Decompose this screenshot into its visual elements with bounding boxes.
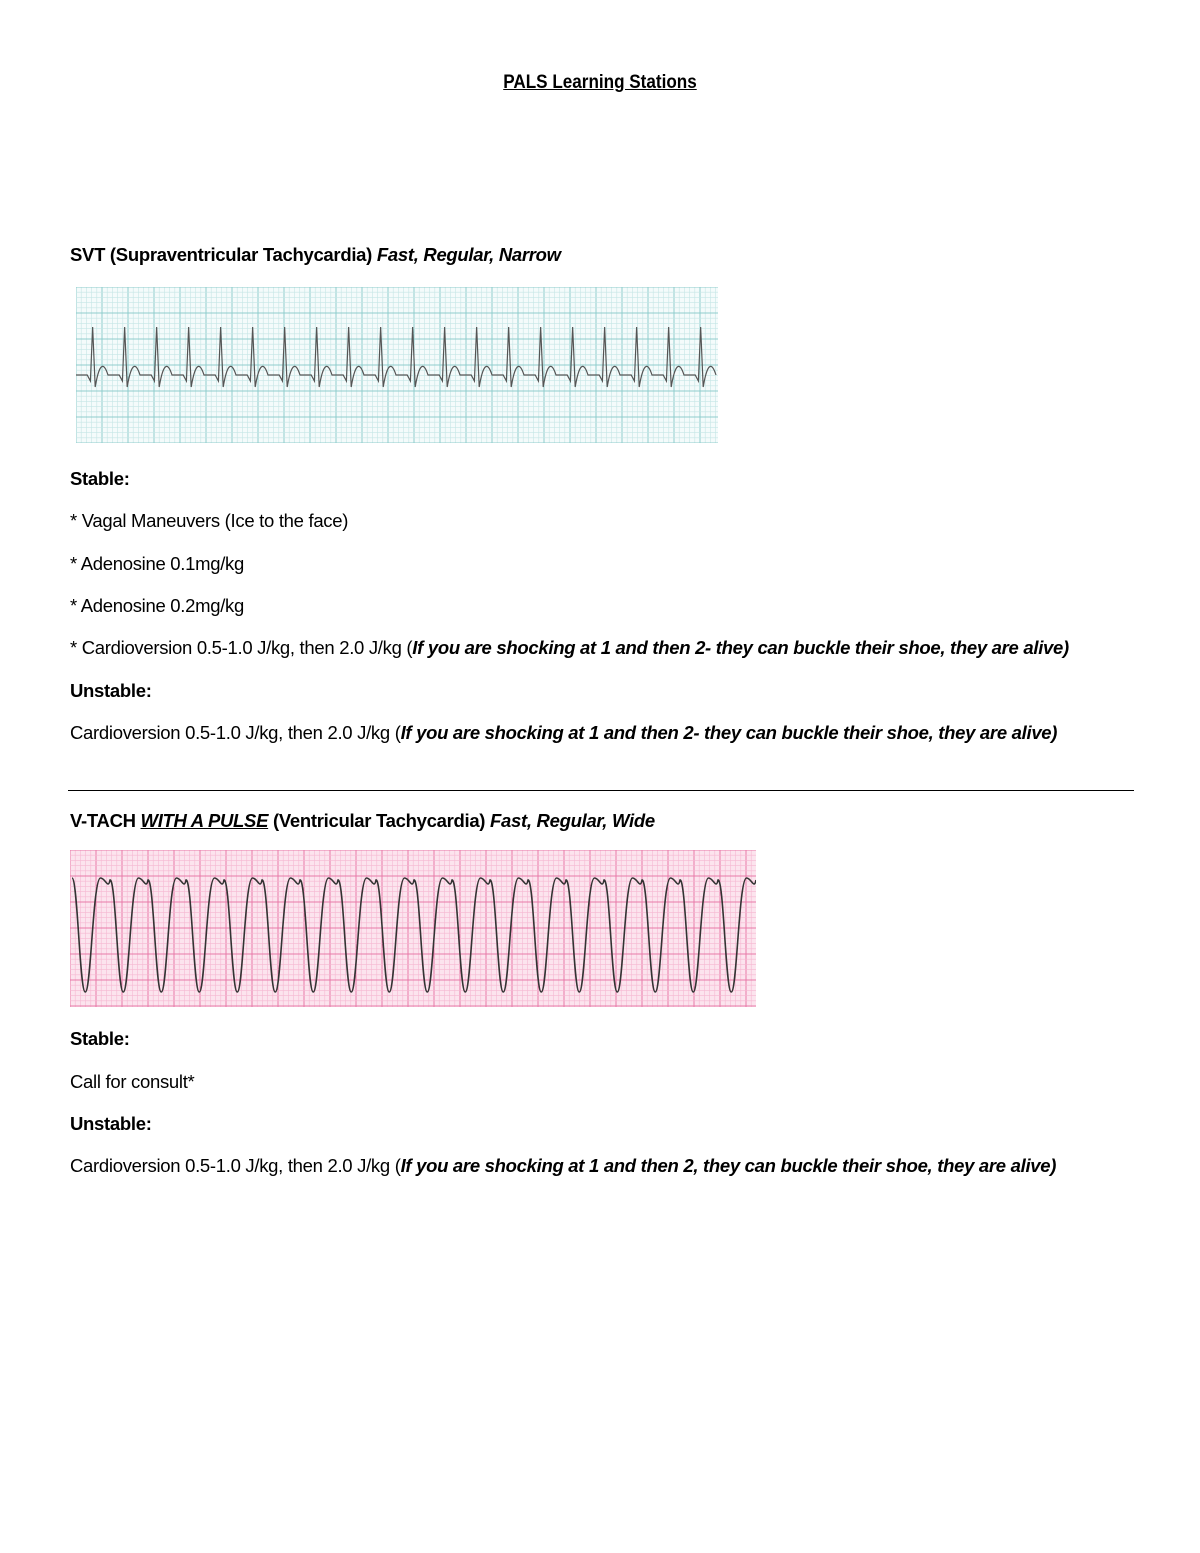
svt-heading-name: SVT (Supraventricular Tachycardia) [70, 244, 373, 265]
vtach-unstable-label: Unstable: [70, 1113, 152, 1134]
vtach-heading [70, 810, 655, 832]
vtach-ecg-strip [70, 850, 756, 1007]
vtach-unstable-cardioversion-note: If you are shocking at 1 and then 2, they can buckle their shoe, they are alive) [400, 1155, 1057, 1176]
svt-stable-item-adenosine-2: * Adenosine 0.2mg/kg [70, 595, 244, 616]
vtach-heading-name: (Ventricular Tachycardia) [272, 810, 486, 831]
svt-unstable-label: Unstable: [70, 680, 152, 701]
svt-heading-characteristics: Fast, Regular, Narrow [376, 244, 561, 265]
section-divider [68, 790, 1134, 791]
vtach-heading-prefix: V-TACH [70, 810, 136, 831]
svt-stable-item-vagal: * Vagal Maneuvers (Ice to the face) [70, 510, 349, 531]
svt-stable-cardioversion-dose: * Cardioversion 0.5-1.0 J/kg, then 2.0 J/kg ( [70, 637, 413, 658]
svt-unstable-cardioversion-dose: Cardioversion 0.5-1.0 J/kg, then 2.0 J/kg ( [70, 722, 401, 743]
vtach-heading-characteristics: Fast, Regular, Wide [490, 810, 655, 831]
svt-stable-label: Stable: [70, 468, 130, 489]
svt-stable-cardioversion-note: If you are shocking at 1 and then 2- they can buckle their shoe, they are alive) [412, 637, 1069, 658]
vtach-heading-with-pulse: WITH A PULSE [140, 810, 269, 831]
vtach-unstable-cardioversion-dose: Cardioversion 0.5-1.0 J/kg, then 2.0 J/kg ( [70, 1155, 401, 1176]
svt-unstable-cardioversion [70, 722, 1057, 744]
vtach-stable-label: Stable: [70, 1028, 130, 1049]
vtach-unstable-cardioversion [70, 1155, 1056, 1177]
svt-stable-item-adenosine-1: * Adenosine 0.1mg/kg [70, 553, 244, 574]
svt-ecg-strip [76, 287, 718, 443]
page-title: PALS Learning Stations [503, 72, 697, 93]
svt-heading [70, 244, 561, 266]
vtach-stable-text: Call for consult* [70, 1071, 195, 1092]
svt-unstable-cardioversion-note: If you are shocking at 1 and then 2- they can buckle their shoe, they are alive) [400, 722, 1058, 743]
svt-stable-cardioversion [70, 637, 1069, 659]
